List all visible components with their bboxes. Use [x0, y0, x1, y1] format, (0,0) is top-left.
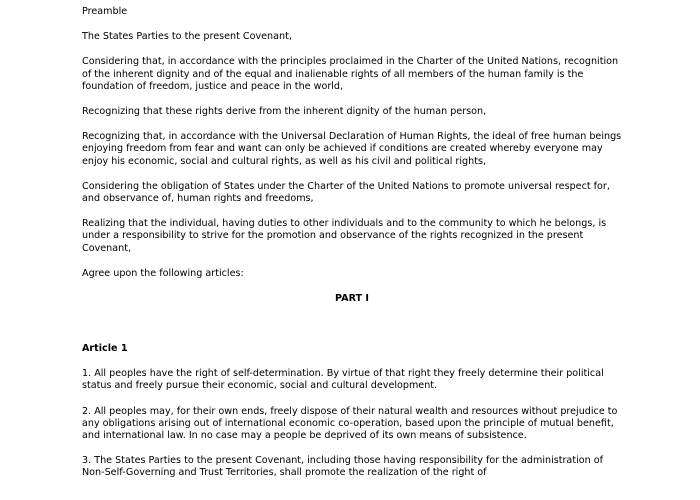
- preamble-paragraph-7: Agree upon the following articles:: [82, 267, 244, 279]
- preamble-title: Preamble: [82, 6, 128, 17]
- preamble-paragraph-3: Recognizing that these rights derive from the inherent dignity of the human person,: [82, 106, 487, 118]
- document-content: [82, 6, 622, 493]
- preamble-paragraph-1: The States Parties to the present Covenant,: [82, 31, 292, 43]
- preamble-paragraph-4: Recognizing that, in accordance with the Universal Declaration of Human Rights, the ideal of free human beings enjoying freedom from fear and want can only be achieved if conditions are created whereby everyone may enjoy his economic, social and cultural rights, as well as his civil and political rights,: [82, 131, 622, 167]
- article-paragraph-1: 1. All peoples have the right of self-determination. By virtue of that right they freely determine their political status and freely pursue their economic, social and cultural development.: [82, 368, 604, 392]
- article-paragraph-3: 3. The States Parties to the present Covenant, including those having responsibility for the administration of Non-Self-Governing and Trust Territories, shall promote the realization of the right of: [82, 455, 603, 479]
- part-heading: PART I: [335, 293, 369, 305]
- preamble-paragraph-2: Considering that, in accordance with the principles proclaimed in the Charter of the United Nations, recognition of the inherent dignity and of the equal and inalienable rights of all members of the human family is the foundation of freedom, justice and peace in the world,: [82, 56, 619, 92]
- preamble-paragraph-6: Realizing that the individual, having duties to other individuals and to the community to which he belongs, is under a responsibility to strive for the promotion and observance of the rights recognized in the present Covenant,: [82, 218, 607, 254]
- article-paragraph-2: 2. All peoples may, for their own ends, freely dispose of their natural wealth and resources without prejudice to any obligations arising out of international economic co-operation, based upon the principle of mutual benefit, and international law. In no case may a people be deprived of its own means of subsistence.: [82, 405, 618, 442]
- article-heading: Article 1: [82, 343, 128, 355]
- preamble-paragraph-5: Considering the obligation of States under the Charter of the United Nations to promote universal respect for, and observance of, human rights and freedoms,: [82, 180, 610, 205]
